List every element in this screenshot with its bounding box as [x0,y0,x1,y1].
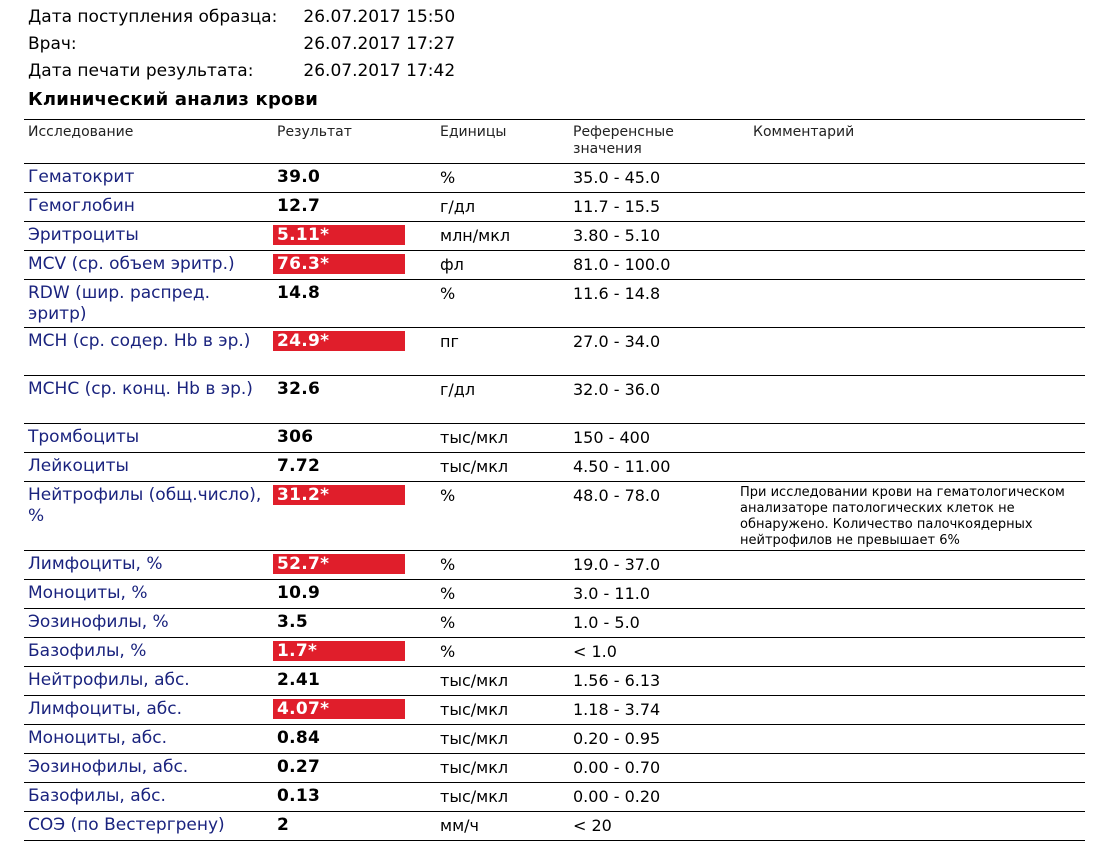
result-value: 0.27 [277,757,321,777]
table-row [24,667,1085,696]
unit: фл [440,255,464,274]
reference-range: 1.56 - 6.13 [573,671,661,690]
header-result: Результат [277,124,352,140]
table-row [24,580,1085,609]
result-value: 7.72 [277,456,321,476]
section-title: Клинический анализ крови [28,89,319,110]
unit: % [440,642,456,661]
test-name: RDW (шир. распред. эритр) [28,283,211,324]
header-comment: Комментарий [753,124,855,140]
reference-range: 1.18 - 3.74 [573,700,661,719]
table-row [24,482,1085,551]
reference-range: 0.00 - 0.70 [573,758,661,777]
reference-range: 81.0 - 100.0 [573,255,671,274]
result-value: 10.9 [277,583,321,603]
reference-range: 11.7 - 15.5 [573,197,661,216]
table-row [24,812,1085,841]
meta-value: 26.07.2017 15:50 [303,7,456,27]
reference-range: 35.0 - 45.0 [573,168,661,187]
reference-range: 48.0 - 78.0 [573,486,661,505]
table-row [24,725,1085,754]
reference-range: 0.20 - 0.95 [573,729,661,748]
unit: тыс/мкл [440,729,509,748]
test-name: Эозинофилы, % [28,612,169,632]
meta-row-printed [28,58,455,85]
result-value: 32.6 [277,379,321,399]
test-name: Тромбоциты [28,427,140,447]
table-row [24,609,1085,638]
table-body [24,164,1085,841]
reference-range: 19.0 - 37.0 [573,555,661,574]
result-value: 2 [277,815,290,835]
reference-range: 3.0 - 11.0 [573,584,651,603]
reference-range: 3.80 - 5.10 [573,226,661,245]
result-value-flagged: 52.7* [273,554,405,574]
test-name: MCV (ср. объем эритр.) [28,254,235,274]
table-row [24,696,1085,725]
test-name: Эритроциты [28,225,139,245]
reference-range: 150 - 400 [573,428,651,447]
table-row [24,638,1085,667]
test-name: Лимфоциты, абс. [28,699,182,719]
results-table [24,119,1085,841]
result-value-flagged: 24.9* [273,331,405,351]
meta-row-received [28,4,455,31]
reference-range: 27.0 - 34.0 [573,332,661,351]
test-name: MCH (ср. содер. Hb в эр.) [28,331,251,351]
reference-range: 0.00 - 0.20 [573,787,661,806]
table-row [24,453,1085,482]
meta-value: 26.07.2017 17:42 [303,61,456,81]
result-value-flagged: 4.07* [273,699,405,719]
table-row [24,280,1085,328]
test-name: Базофилы, абс. [28,786,166,806]
unit: % [440,613,456,632]
test-name: Нейтрофилы (общ.число), % [28,485,262,526]
unit: тыс/мкл [440,700,509,719]
unit: тыс/мкл [440,428,509,447]
result-value: 39.0 [277,167,321,187]
reference-range: 4.50 - 11.00 [573,457,671,476]
unit: % [440,555,456,574]
test-name: MCHC (ср. конц. Hb в эр.) [28,379,253,399]
test-name: Нейтрофилы, абс. [28,670,190,690]
test-name: СОЭ (по Вестергрену) [28,815,225,835]
result-value: 12.7 [277,196,321,216]
table-row [24,551,1085,580]
unit: мм/ч [440,816,479,835]
result-value-flagged: 31.2* [273,485,405,505]
result-value-flagged: 76.3* [273,254,405,274]
table-row [24,754,1085,783]
result-value: 3.5 [277,612,309,632]
reference-range: 32.0 - 36.0 [573,380,661,399]
test-name: Гематокрит [28,167,135,187]
header-test: Исследование [28,124,134,140]
result-value: 14.8 [277,283,321,303]
unit: г/дл [440,380,476,399]
unit: тыс/мкл [440,457,509,476]
unit: тыс/мкл [440,787,509,806]
sample-meta [28,4,455,85]
test-name: Моноциты, абс. [28,728,167,748]
test-name: Лейкоциты [28,456,129,476]
table-row [24,251,1085,280]
test-name: Моноциты, % [28,583,148,603]
unit: % [440,284,456,303]
unit: тыс/мкл [440,671,509,690]
test-name: Гемоглобин [28,196,135,216]
table-row [24,222,1085,251]
unit: г/дл [440,197,476,216]
test-name: Лимфоциты, % [28,554,163,574]
result-value: 0.84 [277,728,321,748]
result-value-flagged: 1.7* [273,641,405,661]
result-value: 306 [277,427,314,447]
table-header [24,119,1085,164]
meta-label: Дата поступления образца: [28,7,278,27]
unit: % [440,168,456,187]
table-row [24,424,1085,453]
reference-range: 1.0 - 5.0 [573,613,640,632]
reference-range: 11.6 - 14.8 [573,284,661,303]
header-units: Единицы [440,124,507,140]
comment: При исследовании крови на гематологическом анализаторе патологических клеток не обнаружено. Количество палочкоядерных нейтрофилов не превышает 6% [740,485,1065,548]
table-row [24,193,1085,222]
meta-value: 26.07.2017 17:27 [303,34,456,54]
unit: млн/мкл [440,226,511,245]
unit: % [440,486,456,505]
test-name: Базофилы, % [28,641,147,661]
table-row [24,783,1085,812]
reference-range: < 20 [573,816,612,835]
table-row [24,328,1085,376]
table-row [24,164,1085,193]
meta-row-doctor [28,31,455,58]
table-row [24,376,1085,424]
header-reference: Референсные значения [573,124,674,157]
unit: тыс/мкл [440,758,509,777]
result-value: 2.41 [277,670,321,690]
result-value-flagged: 5.11* [273,225,405,245]
test-name: Эозинофилы, абс. [28,757,189,777]
meta-label: Дата печати результата: [28,61,254,81]
unit: пг [440,332,459,351]
reference-range: < 1.0 [573,642,617,661]
result-value: 0.13 [277,786,321,806]
unit: % [440,584,456,603]
meta-label: Врач: [28,34,77,54]
